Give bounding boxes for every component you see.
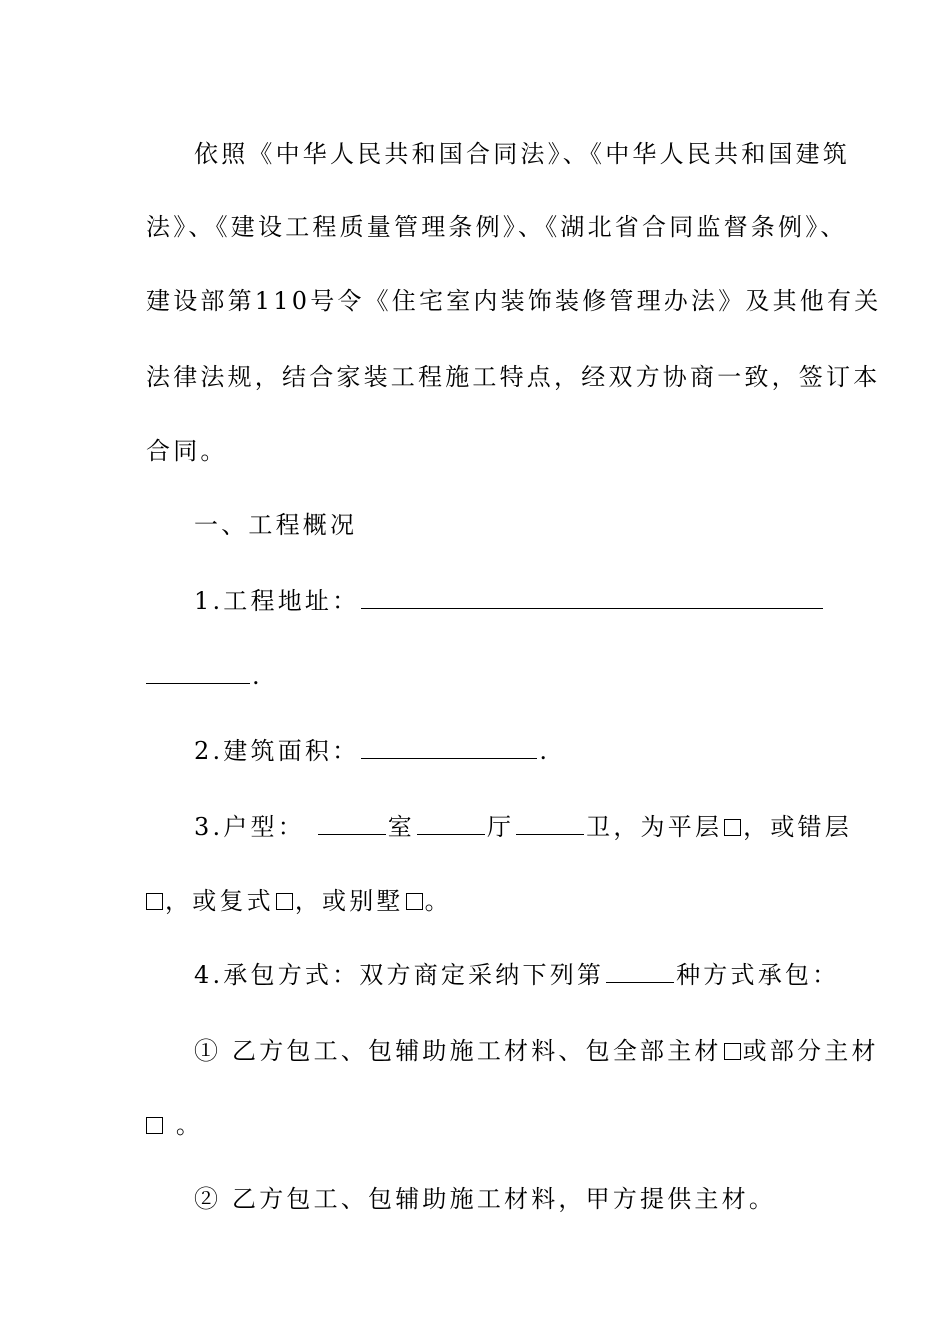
item-contract-method — [194, 960, 839, 990]
preamble-line-3: 建设部第110号令《住宅室内装饰装修管理办法》及其他有关 — [146, 287, 882, 315]
item-project-address-continued — [146, 661, 263, 691]
contract-method-blank[interactable] — [606, 960, 674, 983]
duplex-label: ，或复式 — [165, 887, 274, 915]
contract-method-label: 4.承包方式：双方商定采纳下列第 — [194, 961, 605, 989]
item-house-type-continued — [146, 886, 452, 916]
option-1 — [194, 1036, 879, 1066]
project-address-end: . — [252, 662, 263, 690]
item-house-type — [194, 812, 852, 842]
option-1-end: 。 — [165, 1111, 204, 1139]
preamble-line-2: 法》、《建设工程质量管理条例》、《湖北省合同监督条例》、 — [146, 213, 848, 241]
halls-blank[interactable] — [417, 812, 485, 835]
baths-blank[interactable] — [516, 812, 584, 835]
villa-label: ，或别墅 — [294, 887, 404, 915]
house-type-end: 。 — [424, 887, 452, 915]
project-address-blank[interactable] — [361, 586, 823, 609]
split-level-checkbox[interactable] — [146, 893, 163, 910]
flat-floor-checkbox[interactable] — [724, 819, 741, 836]
partial-main-materials-label: 或部分主材 — [742, 1037, 879, 1065]
section-title-project-overview: 一、工程概况 — [194, 511, 358, 539]
duplex-checkbox[interactable] — [276, 893, 293, 910]
hall-unit: 厅 — [486, 813, 515, 841]
building-area-blank[interactable] — [361, 736, 537, 759]
project-address-blank-continued[interactable] — [146, 661, 250, 684]
bath-unit: 卫，为平层 — [586, 813, 723, 841]
option-1-text: ① 乙方包工、包辅助施工材料、包全部主材 — [194, 1037, 722, 1065]
rooms-blank[interactable] — [318, 812, 386, 835]
option-2: ② 乙方包工、包辅助施工材料，甲方提供主材。 — [194, 1185, 777, 1213]
house-type-label: 3.户型： — [194, 813, 305, 841]
item-building-area — [194, 736, 550, 766]
preamble-line-1: 依照《中华人民共和国合同法》、《中华人民共和国建筑 — [194, 140, 850, 168]
full-main-materials-checkbox[interactable] — [724, 1043, 741, 1060]
project-address-label: 1.工程地址： — [194, 587, 360, 615]
villa-checkbox[interactable] — [406, 893, 423, 910]
partial-main-materials-checkbox[interactable] — [146, 1117, 163, 1134]
building-area-label: 2.建筑面积： — [194, 737, 360, 765]
room-unit: 室 — [387, 813, 415, 841]
split-level-label: ，或错层 — [743, 813, 852, 841]
item-project-address — [194, 586, 825, 616]
building-area-end: . — [539, 737, 551, 765]
preamble-line-5: 合同。 — [146, 437, 228, 465]
option-1-continued — [146, 1110, 203, 1140]
preamble-line-4: 法律法规，结合家装工程施工特点，经双方协商一致，签订本 — [146, 363, 881, 391]
contract-method-suffix: 种方式承包： — [676, 961, 840, 989]
